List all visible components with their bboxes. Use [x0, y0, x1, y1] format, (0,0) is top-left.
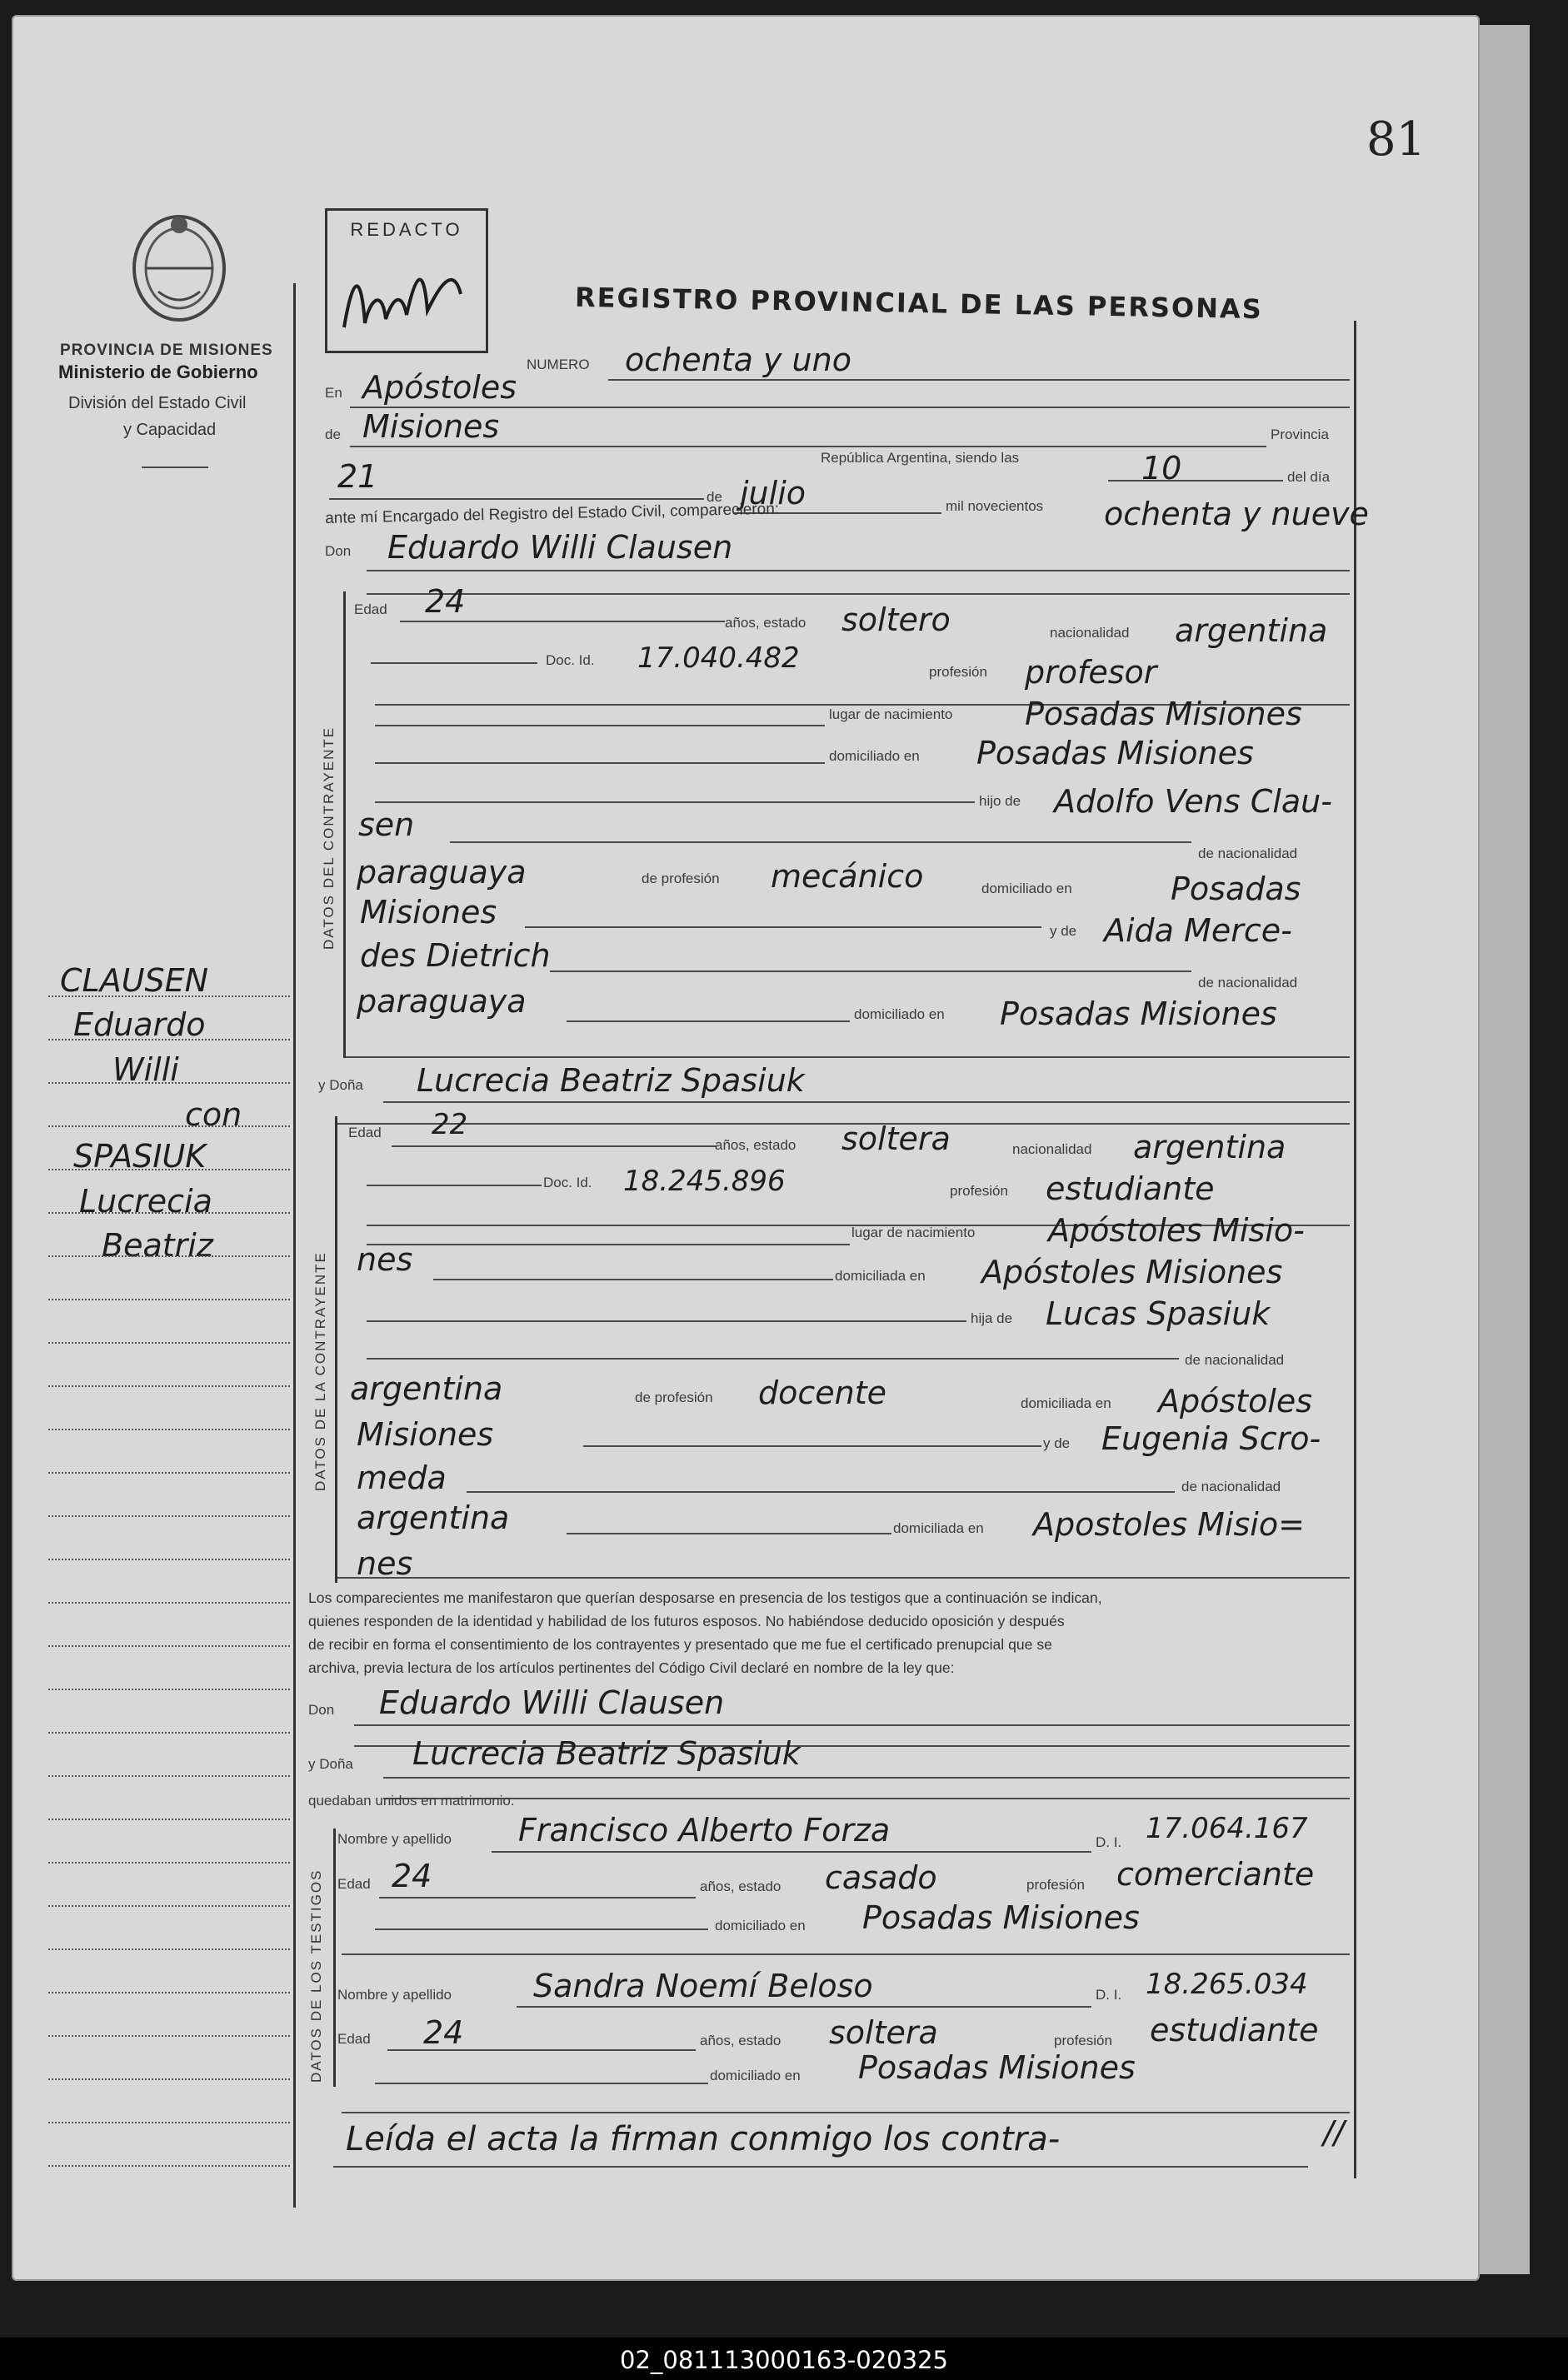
testigos-section-label: DATOS DE LOS TESTIGOS	[308, 1869, 324, 2083]
edad-label: Edad	[354, 601, 387, 617]
t1-edad-label: Edad	[337, 1876, 371, 1892]
y-de-label: y de	[1050, 923, 1077, 939]
padre-value-2: sen	[358, 806, 415, 843]
anios-estado-label: años, estado	[725, 615, 806, 631]
margin-rule	[48, 1559, 290, 1560]
anios-estado-label: años, estado	[715, 1137, 796, 1153]
en-label: En	[325, 385, 342, 401]
margin-rule	[48, 1645, 290, 1647]
ante-text: ante mí Encargado del Registro del Estado Civil, comparecieron:	[325, 500, 780, 527]
domicilio-label: domiciliada en	[835, 1268, 926, 1284]
contrayente-section-label: DATOS DEL CONTRAYENTE	[321, 726, 337, 950]
de-nacionalidad-label: de nacionalidad	[1185, 1352, 1285, 1368]
en-value: Apóstoles	[362, 369, 517, 406]
don-label: Don	[325, 543, 352, 559]
margin-rule	[48, 2078, 290, 2080]
t1-di-value: 17.064.167	[1146, 1812, 1308, 1845]
madre-nacionalidad-label: de nacionalidad	[1181, 1479, 1281, 1494]
mil-label: mil novecientos	[946, 498, 1044, 514]
don-value: Eduardo Willi Clausen	[387, 529, 733, 566]
domicilio-value: Posadas Misiones	[976, 735, 1254, 771]
nacionalidad-value: argentina	[1175, 612, 1328, 649]
handwritten-initials	[336, 244, 477, 340]
t1-domicilio-label: domiciliado en	[715, 1918, 806, 1933]
madre-domicilio-label: domiciliado en	[854, 1006, 945, 1022]
document-title: REGISTRO PROVINCIAL DE LAS PERSONAS	[574, 281, 1264, 326]
division-line-1: División del Estado Civil	[68, 394, 247, 412]
margin-rule	[48, 1775, 290, 1777]
provincia-label: Provincia	[1271, 427, 1329, 442]
t2-domicilio-value: Posadas Misiones	[858, 2049, 1136, 2086]
nacionalidad-value: argentina	[1133, 1129, 1286, 1165]
margin-rule	[48, 1039, 290, 1040]
t2-edad-value: 24	[423, 2014, 464, 2051]
t1-profesion-label: profesión	[1026, 1877, 1085, 1893]
margin-rule	[48, 1819, 290, 1820]
margin-rule	[48, 2165, 290, 2167]
lugar-label: lugar de nacimiento	[851, 1225, 976, 1240]
t1-nombre-value: Francisco Alberto Forza	[518, 1812, 891, 1849]
province-heading: PROVINCIA DE MISIONES	[60, 342, 273, 359]
domicilio-label: domiciliado en	[829, 748, 920, 764]
de-label: de	[325, 427, 341, 442]
t2-di-value: 18.265.034	[1146, 1968, 1308, 2001]
profesion-value: estudiante	[1046, 1170, 1215, 1207]
margin-rule	[48, 1342, 290, 1344]
margin-note-line: con	[185, 1096, 242, 1133]
lugar-value-1: Apóstoles Misio-	[1048, 1212, 1305, 1249]
margin-rule	[48, 1472, 290, 1474]
decl-dona-value: Lucrecia Beatriz Spasiuk	[412, 1735, 801, 1772]
margin-note-line: Willi	[112, 1051, 179, 1088]
madre-nacionalidad-value: argentina	[357, 1499, 510, 1536]
de-value: Misiones	[362, 408, 500, 445]
margin-rule	[48, 1385, 290, 1387]
t1-estado-label: años, estado	[700, 1879, 782, 1894]
t2-nombre-label: Nombre y apellido	[337, 1987, 452, 2003]
t1-edad-value: 24	[392, 1858, 432, 1894]
de-nacionalidad-label: de nacionalidad	[1198, 846, 1298, 861]
margin-rule	[48, 1602, 290, 1604]
ministry-heading: Ministerio de Gobierno	[58, 362, 258, 382]
republica-label: República Argentina, siendo las	[821, 450, 1020, 466]
padre-nacionalidad-value: argentina	[350, 1370, 503, 1407]
margin-rule	[48, 995, 290, 997]
padre-value: Lucas Spasiuk	[1046, 1295, 1271, 1332]
padre-domicilio-value-1: Apóstoles	[1158, 1383, 1313, 1420]
margin-rule	[48, 1255, 290, 1257]
t1-nombre-label: Nombre y apellido	[337, 1831, 452, 1847]
madre-domicilio-value-1: Apostoles Misio=	[1033, 1506, 1305, 1543]
de-profesion-label: de profesión	[642, 871, 720, 886]
t2-nombre-value: Sandra Noemí Beloso	[533, 1968, 873, 2004]
padre-domicilio-label: domiciliada en	[1021, 1395, 1111, 1411]
anio-value: ochenta y nueve	[1104, 496, 1369, 532]
scan-id: 02_081113000163-020325	[620, 2346, 948, 2374]
redacto-stamp	[325, 208, 488, 353]
decl-don-label: Don	[308, 1702, 335, 1718]
madre-nacionalidad-value: paraguaya	[357, 983, 527, 1020]
madre-value-2: meda	[357, 1459, 447, 1496]
declaration-line: Los comparecientes me manifestaron que querían desposarse en presencia de los testigos que a continuación se indican,	[308, 1589, 1102, 1606]
dona-value: Lucrecia Beatriz Spasiuk	[417, 1062, 805, 1099]
madre-nacionalidad-label: de nacionalidad	[1198, 975, 1298, 990]
lugar-label: lugar de nacimiento	[829, 706, 953, 722]
profesion-value: profesor	[1025, 654, 1157, 691]
estado-value: soltero	[841, 601, 951, 638]
book-page-edge	[1480, 25, 1530, 2274]
mes-value: julio	[740, 475, 806, 511]
t2-domicilio-label: domiciliado en	[710, 2068, 801, 2083]
t1-di-label: D. I.	[1096, 1834, 1122, 1850]
margin-note-line: SPASIUK	[73, 1138, 207, 1175]
declaration-line: archiva, previa lectura de los artículos pertinentes del Código Civil declaré en nombre de la ley que:	[308, 1659, 955, 1676]
margin-rule	[48, 1212, 290, 1214]
t1-profesion-value: comerciante	[1116, 1856, 1315, 1893]
numero-label: NUMERO	[527, 357, 590, 372]
doc-label: Doc. Id.	[546, 652, 595, 668]
margin-rule	[48, 1082, 290, 1084]
doc-value: 17.040.482	[637, 641, 800, 675]
margin-note-line: CLAUSEN	[60, 962, 209, 999]
estado-value: soltera	[841, 1120, 951, 1157]
margin-rule	[48, 1862, 290, 1864]
declaration-line: quienes responden de la identidad y habilidad de los futuros esposos. No habiéndose deducido oposición y después	[308, 1613, 1065, 1629]
hija-label: hija de	[971, 1310, 1013, 1326]
madre-domicilio-value-2: nes	[357, 1545, 413, 1582]
division-line-2: y Capacidad	[123, 421, 217, 439]
de-profesion-label: de profesión	[635, 1390, 713, 1405]
stamp-label: REDACTO	[350, 219, 463, 240]
madre-value-1: Aida Merce-	[1104, 912, 1292, 949]
padre-domicilio-value-1: Posadas	[1171, 871, 1301, 907]
margin-rule	[48, 1299, 290, 1300]
lugar-value-2: nes	[357, 1241, 413, 1278]
page-number: 81	[1366, 112, 1426, 167]
dia-value: 21	[337, 458, 378, 495]
edad-label: Edad	[348, 1125, 382, 1140]
provincial-seal-icon	[125, 208, 233, 325]
margin-note-line: Lucrecia	[79, 1183, 212, 1220]
margin-rule	[48, 1948, 290, 1950]
doc-value: 18.245.896	[623, 1165, 786, 1198]
nacionalidad-label: nacionalidad	[1012, 1141, 1092, 1157]
padre-nacionalidad-value: paraguaya	[357, 854, 527, 891]
contrayenta-section-label: DATOS DE LA CONTRAYENTE	[312, 1251, 328, 1491]
padre-domicilio-label: domiciliado en	[981, 881, 1072, 896]
closing-mark: //	[1323, 2114, 1345, 2151]
madre-value-2: des Dietrich	[360, 937, 551, 974]
padre-domicilio-value-2: Misiones	[357, 1416, 494, 1453]
hora-value: 10	[1141, 450, 1182, 486]
madre-domicilio-label: domiciliada en	[893, 1520, 984, 1536]
padre-profesion-value: docente	[758, 1375, 887, 1411]
quedaban-text: quedaban unidos en matrimonio.	[308, 1793, 515, 1809]
hijo-label: hijo de	[979, 793, 1021, 809]
decl-dona-label: y Doña	[308, 1756, 353, 1772]
margin-rule	[48, 1905, 290, 1907]
closing-line: Leída el acta la firman conmigo los contra-	[346, 2120, 1061, 2158]
padre-domicilio-value-2: Misiones	[360, 894, 497, 931]
margin-rule	[48, 1689, 290, 1690]
t2-di-label: D. I.	[1096, 1987, 1122, 2003]
margin-note-line: Eduardo	[73, 1006, 206, 1043]
t1-estado-value: casado	[825, 1859, 937, 1896]
numero-value: ochenta y uno	[625, 342, 851, 378]
madre-value-1: Eugenia Scro-	[1101, 1420, 1321, 1457]
scan-footer	[0, 2338, 1568, 2380]
margin-note-line: Beatriz	[102, 1227, 213, 1264]
margin-rule	[48, 2122, 290, 2123]
t2-edad-label: Edad	[337, 2031, 371, 2047]
lugar-value: Posadas Misiones	[1025, 696, 1302, 732]
de-mes-label: de	[707, 489, 722, 505]
decl-don-value: Eduardo Willi Clausen	[379, 1684, 725, 1721]
nacionalidad-label: nacionalidad	[1050, 625, 1130, 641]
margin-rule	[48, 2035, 290, 2037]
margin-rule	[48, 1125, 290, 1127]
declaration-line: de recibir en forma el consentimiento de los contrayentes y presentado que me fue el certificado prenupcial que se	[308, 1636, 1052, 1653]
padre-value-1: Adolfo Vens Clau-	[1054, 783, 1332, 820]
margin-rule	[48, 1732, 290, 1734]
edad-value: 24	[425, 583, 466, 620]
t2-estado-value: soltera	[829, 2014, 938, 2051]
madre-domicilio-value: Posadas Misiones	[1000, 995, 1277, 1032]
del-dia-label: del día	[1287, 469, 1331, 485]
padre-profesion-value: mecánico	[771, 858, 924, 895]
margin-rule	[48, 1429, 290, 1430]
t2-profesion-value: estudiante	[1150, 2012, 1319, 2048]
doc-label: Doc. Id.	[543, 1175, 592, 1190]
margin-rule	[48, 1992, 290, 1993]
t1-domicilio-value: Posadas Misiones	[862, 1899, 1140, 1936]
y-de-label: y de	[1043, 1435, 1071, 1451]
t2-estado-label: años, estado	[700, 2033, 782, 2048]
domicilio-value: Apóstoles Misiones	[981, 1254, 1283, 1290]
profesion-label: profesión	[950, 1183, 1008, 1199]
dona-label: y Doña	[318, 1077, 363, 1093]
edad-value: 22	[432, 1108, 468, 1141]
profesion-label: profesión	[929, 664, 987, 680]
margin-rule	[48, 1515, 290, 1517]
margin-rule	[48, 1169, 290, 1170]
t2-profesion-label: profesión	[1054, 2033, 1112, 2048]
